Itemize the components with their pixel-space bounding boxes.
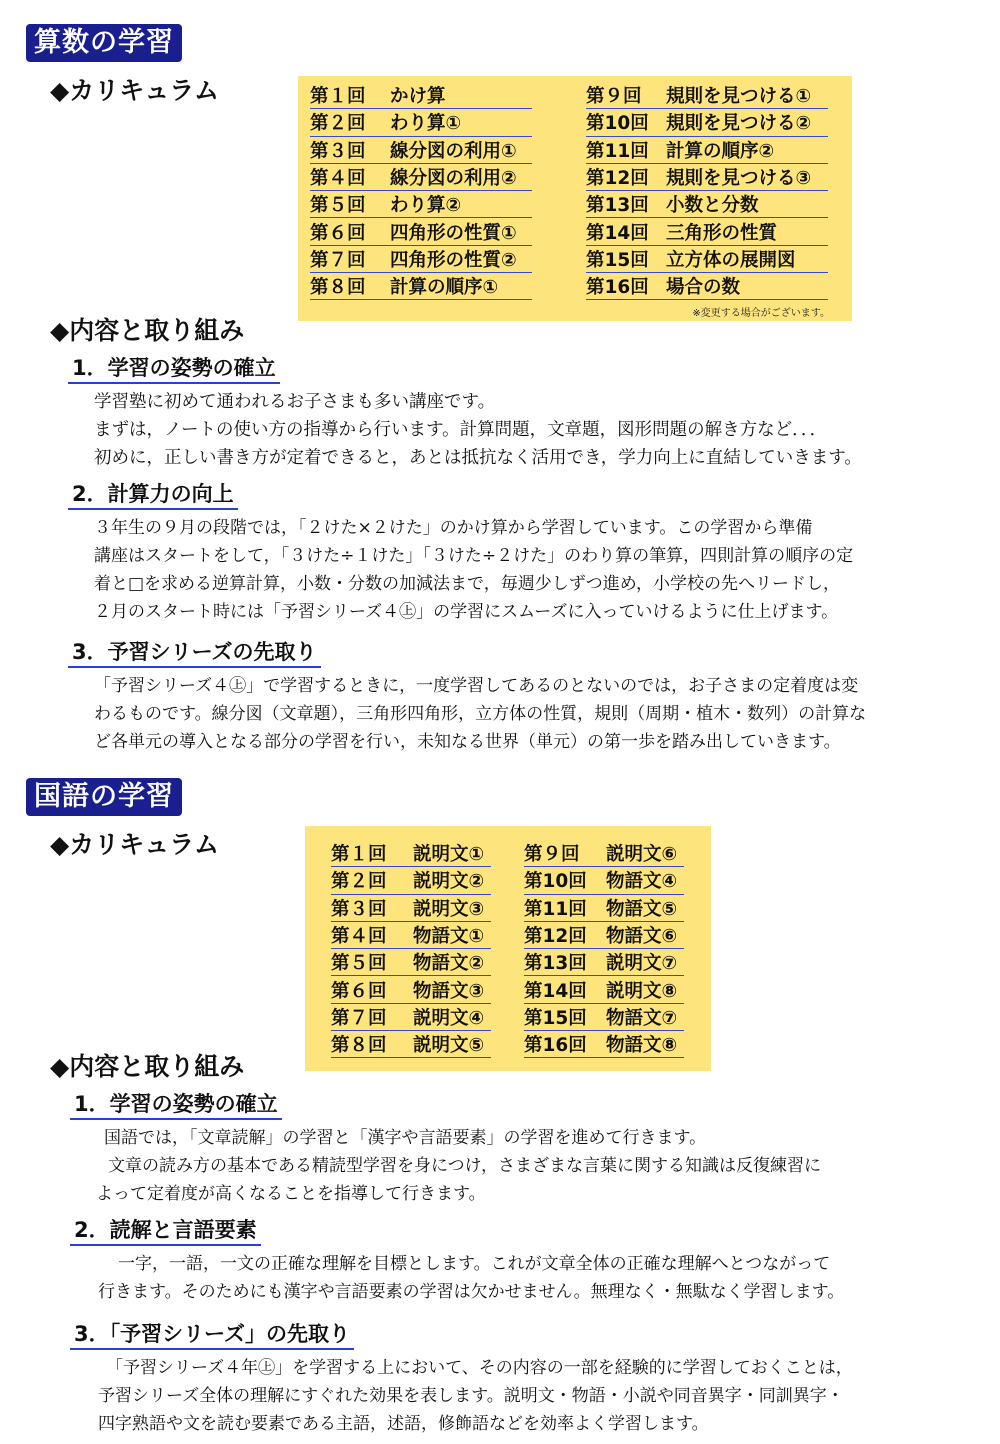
japanese-lesson-7: 第７回 説明文④	[331, 1004, 491, 1031]
math-lesson-6: 第６回 四角形の性質①	[310, 218, 532, 245]
math-banner: 算数の学習	[26, 24, 182, 62]
japanese-lesson-4: 第４回 物語文①	[331, 922, 491, 949]
japanese-lesson-16: 第16回 物語文⑧	[524, 1031, 684, 1058]
japanese-section-2-text: 一字，一語，一文の正確な理解を目標とします。これが文章全体の正確な理解へとつながって 行きます。そのためにも漢字や言語要素の学習は欠かせません。無理なく・無駄なく学習します。	[98, 1254, 845, 1302]
japanese-content-heading: ◆内容と取り組み	[50, 1052, 245, 1081]
math-lesson-12: 第12回 規則を見つける③	[586, 164, 828, 191]
japanese-lesson-2: 第２回 説明文②	[331, 867, 491, 894]
japanese-lesson-9: 第９回 説明文⑥	[524, 840, 684, 867]
math-curriculum-panel	[298, 76, 852, 321]
math-section-2-title: 2．計算力の向上	[68, 480, 238, 510]
math-lesson-15: 第15回 立方体の展開図	[586, 246, 828, 273]
math-lesson-9: 第９回 規則を見つける①	[586, 82, 828, 109]
math-curriculum-heading: ◆カリキュラム	[50, 76, 219, 105]
japanese-lesson-15: 第15回 物語文⑦	[524, 1004, 684, 1031]
japanese-lesson-5: 第５回 物語文②	[331, 949, 491, 976]
japanese-lesson-10: 第10回 物語文④	[524, 867, 684, 894]
japanese-lesson-14: 第14回 説明文⑧	[524, 976, 684, 1003]
math-section-3-text: 「予習シリーズ４㊤」で学習するときに，一度学習してあるのとないのでは，お子さまの定着度は変 わるものです。線分図（文章題），三角形四角形，立方体の性質，規則（周期・植木・数列）の計算な ど各単元の導入となる部分の学習を行い，未知なる世界（単元）の第一歩を踏み出していきます。	[94, 676, 867, 752]
math-lesson-7: 第７回 四角形の性質②	[310, 246, 532, 273]
math-section-1-text: 学習塾に初めて通われるお子さまも多い講座です。 まずは，ノートの使い方の指導から行います。計算問題，文章題，図形問題の解き方など．．． 初めに，正しい書き方が定着できると，あとは抵抗なく活用でき，学力向上に直結していきます。	[94, 392, 862, 468]
japanese-curriculum-right	[524, 840, 684, 1058]
japanese-section-1-title: 1．学習の姿勢の確立	[70, 1090, 282, 1120]
math-curriculum-note: ※変更する場合がございます。	[692, 308, 830, 319]
math-section-3-title: 3．予習シリーズの先取り	[68, 638, 321, 668]
japanese-lesson-1: 第１回 説明文①	[331, 840, 491, 867]
japanese-section-3-title: 3．「予習シリーズ」の先取り	[70, 1320, 354, 1350]
japanese-section-3-text: 「予習シリーズ４年㊤」を学習する上において、その内容の一部を経験的に学習しておくことは， 予習シリーズ全体の理解にすぐれた効果を表します。説明文・物語・小説や同音異字・同訓異字・ 四字熟語や文を読む要素である主語，述語，修飾語などを効率よく学習します。	[98, 1358, 853, 1434]
math-lesson-10: 第10回 規則を見つける②	[586, 109, 828, 136]
japanese-lesson-13: 第13回 説明文⑦	[524, 949, 684, 976]
japanese-lesson-6: 第６回 物語文③	[331, 976, 491, 1003]
math-lesson-11: 第11回 計算の順序②	[586, 137, 828, 164]
japanese-banner: 国語の学習	[26, 778, 182, 816]
japanese-lesson-8: 第８回 説明文⑤	[331, 1031, 491, 1058]
math-curriculum-right	[586, 82, 828, 300]
math-section-2-text: ３年生の９月の段階では，「２けた×２けた」のかけ算から学習しています。この学習から準備 講座はスタートをして，「３けた÷１けた」「３けた÷２けた」のわり算の筆算，四則計算の順序の定 着と□を求める逆算計算，小数・分数の加減法まで，毎週少しずつ進め，小学校の先へリードし， ２月のスタート時には「予習シリーズ４㊤」の学習にスムーズに入っていけるように仕上げます。	[94, 518, 854, 622]
math-section-1-title: 1．学習の姿勢の確立	[68, 354, 280, 384]
japanese-curriculum-heading: ◆カリキュラム	[50, 830, 219, 859]
math-lesson-3: 第３回 線分図の利用①	[310, 137, 532, 164]
japanese-lesson-12: 第12回 物語文⑥	[524, 922, 684, 949]
japanese-curriculum-left	[331, 840, 491, 1058]
math-lesson-8: 第８回 計算の順序①	[310, 273, 532, 300]
math-lesson-16: 第16回 場合の数	[586, 273, 828, 300]
japanese-curriculum-panel	[305, 826, 711, 1071]
math-lesson-5: 第５回 わり算②	[310, 191, 532, 218]
japanese-section-2-title: 2．読解と言語要素	[70, 1216, 261, 1246]
math-lesson-1: 第１回 かけ算	[310, 82, 532, 109]
math-lesson-14: 第14回 三角形の性質	[586, 218, 828, 245]
japanese-section-1-text: 国語では，「文章読解」の学習と「漢字や言語要素」の学習を進めて行きます。 文章の読み方の基本である精読型学習を身につけ，さまざまな言葉に関する知識は反復練習に よって定着度が高くなることを指導して行きます。	[96, 1128, 821, 1204]
math-lesson-2: 第２回 わり算①	[310, 109, 532, 136]
math-lesson-13: 第13回 小数と分数	[586, 191, 828, 218]
math-lesson-4: 第４回 線分図の利用②	[310, 164, 532, 191]
math-curriculum-left	[310, 82, 532, 300]
japanese-lesson-3: 第３回 説明文③	[331, 895, 491, 922]
japanese-lesson-11: 第11回 物語文⑤	[524, 895, 684, 922]
math-content-heading: ◆内容と取り組み	[50, 316, 245, 345]
